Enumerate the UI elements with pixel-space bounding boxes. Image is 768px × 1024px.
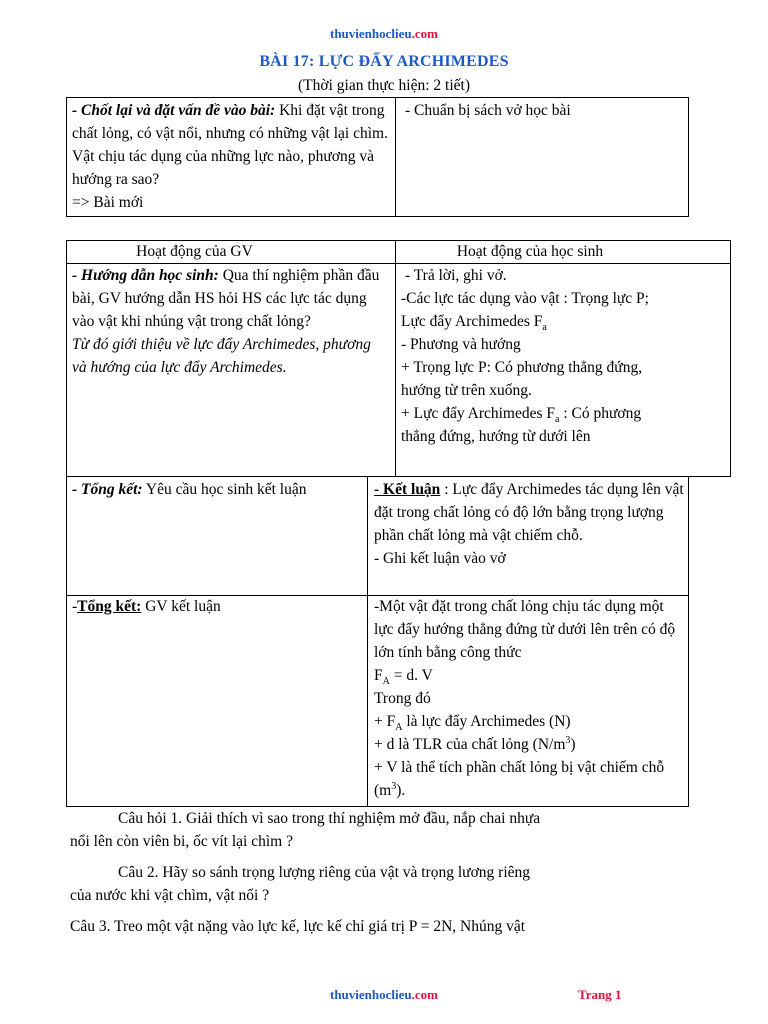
row3-item-1: + $F_A$ là lực đẩy Archimedes (N) bbox=[374, 713, 571, 734]
lesson-title: BÀI 17: LỰC ĐẨY ARCHIMEDES bbox=[259, 53, 509, 70]
header-site-name: thuvienhoclieu bbox=[330, 26, 412, 41]
row2-hs-note: - Ghi kết luận vào vở bbox=[374, 550, 506, 567]
question-3-line-1: Câu 3. Treo một vật nặng vào lực kế, lực kế chỉ giá trị P = 2N, Nhúng vật bbox=[70, 918, 526, 935]
row1-hs-line-4: + Trọng lực P: Có phương thẳng đứng, hướng từ trên xuống. bbox=[401, 359, 643, 399]
question-1-line-1: Câu hỏi 1. Giải thích vì sao trong thí nghiệm mở đầu, nắp chai nhựa bbox=[118, 810, 541, 827]
row1-gv-text: Qua thí nghiệm phần đầu bài, GV hướng dẫn HS hỏi HS các lực tác dụng vào vật khi nhúng vật trong chất lỏng? bbox=[72, 267, 380, 330]
footer-site-link bbox=[0, 983, 768, 1006]
row3-gv-text: GV kết luận bbox=[141, 598, 221, 615]
row2-gv-lead: - Tổng kết: bbox=[72, 481, 143, 498]
row3-item-3: + V là thể tích phần chất lỏng bị vật chiếm chỗ $(m^3)$. bbox=[374, 759, 665, 799]
row3-item-2: + d là TLR của chất lỏng $(N/m^3)$ bbox=[374, 734, 576, 753]
row3-formula: $F_A = d$. V bbox=[374, 667, 433, 688]
footer-site-domain: .com bbox=[411, 987, 438, 1002]
intro-right-text: - Chuẩn bị sách vở học bài bbox=[405, 102, 571, 119]
footer-site-name: thuvienhoclieu bbox=[330, 987, 412, 1002]
row3-hs-cell bbox=[370, 595, 688, 802]
row1-hs-line-1: - Trả lời, ghi vở. bbox=[405, 267, 507, 284]
row2-gv-text: Yêu cầu học sinh kết luận bbox=[142, 481, 307, 498]
row3-hs-text: -Một vật đặt trong chất lỏng chịu tác dụng một lực đẩy hướng thẳng đứng từ dưới lên trên có độ lớn tính bằng công thức bbox=[374, 598, 676, 661]
row2-hs-text: : Lực đẩy Archimedes tác dụng lên vật đặt trong chất lỏng có độ lớn bằng trọng lượng phần chất lỏng mà vật chiếm chỗ. bbox=[374, 481, 684, 544]
row3-gv-prefix: - bbox=[72, 598, 78, 615]
header-site-domain: .com bbox=[411, 26, 438, 41]
row2-gv-cell bbox=[68, 478, 365, 501]
page-number: Trang 1 bbox=[578, 987, 622, 1002]
question-1-line-2: nổi lên còn viên bi, ốc vít lại chìm ? bbox=[70, 833, 293, 850]
row1-gv-lead: - Hướng dẫn học sinh: bbox=[72, 267, 219, 284]
row1-gv-italic: Từ đó giới thiệu về lực đẩy Archimedes, phương và hướng của lực đẩy Archimedes. bbox=[72, 336, 371, 376]
lesson-subtitle: (Thời gian thực hiện: 2 tiết) bbox=[298, 77, 470, 94]
intro-table-divider bbox=[395, 97, 396, 217]
row3-gv-lead: Tổng kết: bbox=[77, 598, 142, 615]
row3-trong-do: Trong đó bbox=[374, 690, 431, 707]
row3-gv-cell bbox=[68, 595, 365, 618]
row1-hs-line-3: - Phương và hướng bbox=[401, 336, 521, 353]
row2-hs-cell bbox=[370, 478, 688, 570]
question-2-line-2: của nước khi vật chìm, vật nổi ? bbox=[70, 887, 270, 904]
intro-left-text: Khi đặt vật trong chất lỏng, có vật nổi, nhưng có những vật lại chìm. Vật chịu tác dụng của những lực nào, phương và hướng ra sao? bbox=[72, 102, 388, 188]
row1-hs-line-2: -Các lực tác dụng vào vật : Trọng lực P; Lực đẩy Archimedes $F_a$ bbox=[401, 290, 649, 334]
question-2-line-1: Câu 2. Hãy so sánh trọng lượng riêng của vật và trọng lương riêng bbox=[118, 864, 530, 881]
header-site-link bbox=[0, 22, 768, 45]
row1-gv-cell bbox=[68, 264, 393, 379]
intro-left-lead: - Chốt lại và đặt vấn đề vào bài: bbox=[72, 102, 276, 119]
col-header-gv: Hoạt động của GV bbox=[136, 243, 253, 260]
row2-hs-lead: - Kết luận bbox=[374, 481, 441, 498]
col-header-hs: Hoạt động của học sinh bbox=[456, 243, 604, 260]
intro-left-arrow: => Bài mới bbox=[72, 194, 144, 211]
intro-right-cell bbox=[401, 99, 686, 122]
intro-left-cell bbox=[68, 99, 395, 214]
activity-col-divider-top bbox=[395, 240, 396, 477]
row1-hs-line-5: + Lực đẩy Archimedes $F_a$ : Có phương thẳng đứng, hướng từ dưới lên bbox=[401, 405, 642, 445]
row1-hs-cell bbox=[397, 264, 653, 448]
